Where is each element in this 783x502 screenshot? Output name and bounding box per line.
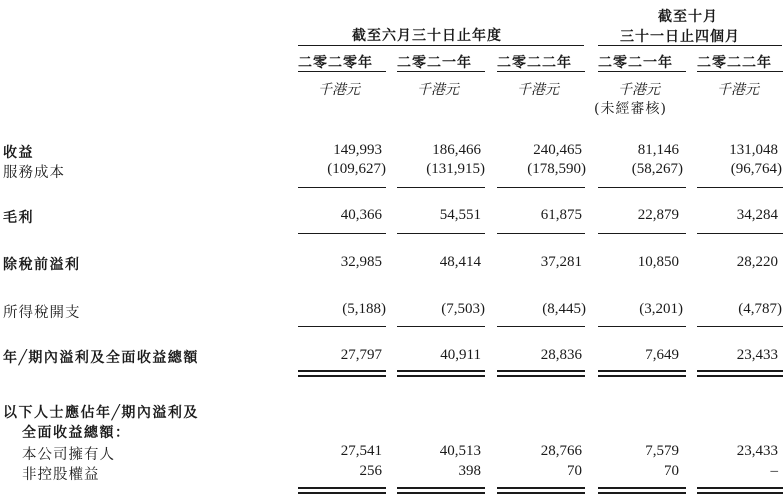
year-rule-2 [397, 71, 485, 72]
label-income-tax: 所得稅開支 [3, 305, 81, 321]
double-rule [397, 492, 485, 494]
double-rule [697, 492, 783, 494]
value-total-comprehensive-1: 27,797 [340, 347, 382, 363]
double-rule [397, 375, 485, 377]
value-gross-profit-3: 61,875 [540, 207, 582, 223]
sum-rule [697, 233, 783, 234]
year-col-3: 二零二二年 [497, 55, 572, 71]
value-cost-of-services-1: (109,627) [327, 161, 386, 177]
group2-rule [598, 45, 782, 46]
double-rule [397, 370, 485, 372]
value-cost-of-services-4: (58,267) [631, 161, 683, 177]
value-profit-before-tax-5: 28,220 [736, 254, 778, 270]
value-nci-1: 256 [359, 463, 382, 479]
group2-title-line2: 三十一日止四個月 [620, 29, 740, 45]
year-rule-4 [598, 71, 686, 72]
year-col-1: 二零二零年 [298, 55, 373, 71]
value-income-tax-2: (7,503) [441, 301, 485, 317]
value-gross-profit-4: 22,879 [637, 207, 679, 223]
double-rule [298, 375, 386, 377]
double-rule [598, 487, 686, 489]
value-nci-5: – [770, 463, 778, 479]
value-owners-3: 28,766 [540, 443, 582, 459]
unit-col-4: 千港元 [618, 82, 660, 98]
unaudited-note: (未經審核) [594, 101, 667, 117]
value-gross-profit-1: 40,366 [340, 207, 382, 223]
sum-rule [397, 326, 485, 327]
value-revenue-2: 186,466 [432, 142, 481, 158]
value-cost-of-services-5: (96,764) [730, 161, 782, 177]
value-nci-4: 70 [664, 463, 679, 479]
group2-title-line1: 截至十月 [658, 9, 718, 25]
double-rule [598, 370, 686, 372]
double-rule [298, 370, 386, 372]
group1-title: 截至六月三十日止年度 [352, 28, 502, 44]
value-income-tax-4: (3,201) [639, 301, 683, 317]
value-owners-4: 7,579 [645, 443, 679, 459]
sum-rule [298, 187, 386, 188]
value-revenue-5: 131,048 [729, 142, 778, 158]
sum-rule [397, 233, 485, 234]
year-rule-5 [697, 71, 783, 72]
unit-col-3: 千港元 [517, 82, 559, 98]
double-rule [497, 487, 585, 489]
value-owners-2: 40,513 [439, 443, 481, 459]
year-rule-3 [497, 71, 585, 72]
year-rule-1 [298, 71, 386, 72]
double-rule [298, 487, 386, 489]
value-gross-profit-2: 54,551 [439, 207, 481, 223]
label-gross-profit: 毛利 [3, 210, 34, 226]
value-income-tax-1: (5,188) [342, 301, 386, 317]
value-gross-profit-5: 34,284 [736, 207, 778, 223]
year-col-2: 二零二一年 [397, 55, 472, 71]
double-rule [598, 375, 686, 377]
sum-rule [298, 326, 386, 327]
value-nci-3: 70 [567, 463, 582, 479]
value-total-comprehensive-2: 40,911 [440, 347, 481, 363]
label-total-comprehensive: 年╱期內溢利及全面收益總額 [3, 350, 199, 366]
double-rule [598, 492, 686, 494]
group1-rule [298, 45, 584, 46]
value-income-tax-3: (8,445) [542, 301, 586, 317]
double-rule [298, 492, 386, 494]
year-col-5: 二零二二年 [697, 55, 772, 71]
label-attributable-heading-2: 全面收益總額： [22, 425, 131, 441]
value-cost-of-services-3: (178,590) [527, 161, 586, 177]
value-revenue-4: 81,146 [637, 142, 679, 158]
sum-rule [397, 187, 485, 188]
label-cost-of-services: 服務成本 [3, 165, 65, 181]
label-nci: 非控股權益 [22, 467, 100, 483]
double-rule [697, 375, 783, 377]
double-rule [497, 370, 585, 372]
sum-rule [497, 326, 585, 327]
value-profit-before-tax-2: 48,414 [439, 254, 481, 270]
value-profit-before-tax-3: 37,281 [540, 254, 582, 270]
value-nci-2: 398 [458, 463, 481, 479]
value-cost-of-services-2: (131,915) [426, 161, 485, 177]
value-profit-before-tax-4: 10,850 [637, 254, 679, 270]
value-total-comprehensive-5: 23,433 [736, 347, 778, 363]
label-owners: 本公司擁有人 [22, 447, 115, 463]
double-rule [497, 375, 585, 377]
double-rule [497, 492, 585, 494]
label-revenue: 收益 [3, 145, 34, 161]
sum-rule [598, 326, 686, 327]
sum-rule [598, 233, 686, 234]
sum-rule [298, 233, 386, 234]
double-rule [397, 487, 485, 489]
label-profit-before-tax: 除稅前溢利 [3, 257, 81, 273]
sum-rule [697, 187, 783, 188]
double-rule [697, 370, 783, 372]
unit-col-1: 千港元 [318, 82, 360, 98]
year-col-4: 二零二一年 [598, 55, 673, 71]
sum-rule [697, 326, 783, 327]
value-profit-before-tax-1: 32,985 [340, 254, 382, 270]
value-owners-5: 23,433 [736, 443, 778, 459]
label-attributable-heading-1: 以下人士應佔年╱期內溢利及 [3, 405, 199, 421]
sum-rule [497, 187, 585, 188]
value-total-comprehensive-4: 7,649 [645, 347, 679, 363]
value-revenue-3: 240,465 [533, 142, 582, 158]
value-income-tax-5: (4,787) [738, 301, 782, 317]
value-owners-1: 27,541 [340, 443, 382, 459]
value-revenue-1: 149,993 [333, 142, 382, 158]
sum-rule [497, 233, 585, 234]
value-total-comprehensive-3: 28,836 [540, 347, 582, 363]
unit-col-2: 千港元 [417, 82, 459, 98]
double-rule [697, 487, 783, 489]
sum-rule [598, 187, 686, 188]
unit-col-5: 千港元 [717, 82, 759, 98]
